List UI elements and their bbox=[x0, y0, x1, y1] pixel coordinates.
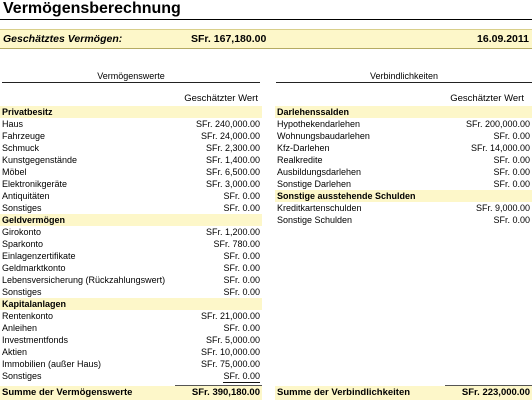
asset-item-amount[interactable]: SFr. 0.00 bbox=[223, 263, 260, 273]
asset-item-label: Haus bbox=[2, 119, 24, 129]
liability-item-row bbox=[275, 202, 532, 214]
liabilities-total-value[interactable]: SFr. 223,000.00 bbox=[461, 387, 530, 398]
asset-item-row bbox=[0, 274, 262, 286]
asset-item-row bbox=[0, 166, 262, 178]
net-worth-label: Geschätztes Vermögen: bbox=[3, 33, 123, 45]
asset-item-amount[interactable]: SFr. 6,500.00 bbox=[205, 167, 260, 177]
net-worth-value[interactable]: SFr. 167,180.00 bbox=[191, 33, 267, 45]
liability-category-label: Sonstige ausstehende Schulden bbox=[277, 191, 416, 201]
asset-item-label: Schmuck bbox=[2, 143, 40, 153]
liabilities-table bbox=[275, 106, 532, 226]
liability-item-amount[interactable]: SFr. 0.00 bbox=[493, 167, 530, 177]
asset-item-label: Kunstgegenstände bbox=[2, 155, 78, 165]
liability-item-amount[interactable]: SFr. 200,000.00 bbox=[465, 119, 530, 129]
asset-item-row bbox=[0, 238, 262, 250]
liability-item-row bbox=[275, 142, 532, 154]
asset-category-label: Geldvermögen bbox=[2, 215, 66, 225]
assets-total-row bbox=[0, 386, 262, 400]
liability-item-row bbox=[275, 118, 532, 130]
asset-item-row bbox=[0, 346, 262, 358]
liability-item-row bbox=[275, 154, 532, 166]
liability-item-label: Sonstige Schulden bbox=[277, 215, 353, 225]
liability-item-label: Ausbildungsdarlehen bbox=[277, 167, 362, 177]
asset-item-row bbox=[0, 118, 262, 130]
asset-item-amount[interactable]: SFr. 24,000.00 bbox=[200, 131, 260, 141]
asset-item-row bbox=[0, 142, 262, 154]
assets-total-value[interactable]: SFr. 390,180.00 bbox=[191, 387, 260, 398]
asset-item-amount[interactable]: SFr. 3,000.00 bbox=[205, 179, 260, 189]
liability-item-amount[interactable]: SFr. 9,000.00 bbox=[475, 203, 530, 213]
asset-item-row bbox=[0, 334, 262, 346]
asset-item-amount[interactable]: SFr. 10,000.00 bbox=[200, 347, 260, 357]
asset-item-row bbox=[0, 358, 262, 370]
asset-item-row bbox=[0, 310, 262, 322]
asset-item-label: Girokonto bbox=[2, 227, 42, 237]
asset-item-amount[interactable]: SFr. 0.00 bbox=[223, 323, 260, 333]
asset-item-label: Aktien bbox=[2, 347, 28, 357]
asset-item-row bbox=[0, 322, 262, 334]
asset-category-label: Kapitalanlagen bbox=[2, 299, 67, 309]
asset-category-label: Privatbesitz bbox=[2, 107, 53, 117]
liability-item-label: Sonstige Darlehen bbox=[277, 179, 352, 189]
asset-item-label: Investmentfonds bbox=[2, 335, 69, 345]
asset-item-amount[interactable]: SFr. 0.00 bbox=[223, 275, 260, 285]
asset-category-row bbox=[0, 298, 262, 310]
asset-item-label: Rentenkonto bbox=[2, 311, 54, 321]
asset-item-row bbox=[0, 262, 262, 274]
liabilities-heading: Verbindlichkeiten bbox=[276, 70, 532, 83]
liability-item-label: Realkredite bbox=[277, 155, 323, 165]
liability-item-label: Kfz-Darlehen bbox=[277, 143, 330, 153]
assets-column-header: Geschätzter Wert bbox=[184, 93, 258, 104]
asset-item-amount[interactable]: SFr. 0.00 bbox=[223, 371, 260, 381]
liabilities-total-label: Summe der Verbindlichkeiten bbox=[277, 387, 411, 398]
liability-item-amount[interactable]: SFr. 14,000.00 bbox=[470, 143, 530, 153]
asset-item-label: Elektronikgeräte bbox=[2, 179, 68, 189]
asset-item-row bbox=[0, 250, 262, 262]
asset-item-label: Sonstiges bbox=[2, 287, 42, 297]
asset-item-amount[interactable]: SFr. 21,000.00 bbox=[200, 311, 260, 321]
asset-item-label: Lebensversicherung (Rückzahlungswert) bbox=[2, 275, 166, 285]
asset-item-label: Sparkonto bbox=[2, 239, 44, 249]
asset-item-label: Sonstiges bbox=[2, 203, 42, 213]
asset-item-label: Geldmarktkonto bbox=[2, 263, 66, 273]
asset-item-row bbox=[0, 154, 262, 166]
liability-item-label: Wohnungsbaudarlehen bbox=[277, 131, 370, 141]
asset-item-label: Sonstiges bbox=[2, 371, 42, 381]
liability-item-amount[interactable]: SFr. 0.00 bbox=[493, 131, 530, 141]
liability-category-label: Darlehenssalden bbox=[277, 107, 350, 117]
asset-item-amount[interactable]: SFr. 0.00 bbox=[223, 191, 260, 201]
asset-item-label: Immobilien (außer Haus) bbox=[2, 359, 102, 369]
asset-item-label: Fahrzeuge bbox=[2, 131, 46, 141]
liability-item-row bbox=[275, 166, 532, 178]
asset-item-amount[interactable]: SFr. 780.00 bbox=[213, 239, 260, 249]
asset-item-amount[interactable]: SFr. 0.00 bbox=[223, 251, 260, 261]
liability-item-amount[interactable]: SFr. 0.00 bbox=[493, 179, 530, 189]
liability-item-row bbox=[275, 178, 532, 190]
asset-item-amount[interactable]: SFr. 0.00 bbox=[223, 287, 260, 297]
asset-item-row bbox=[0, 130, 262, 142]
asset-item-amount[interactable]: SFr. 1,400.00 bbox=[205, 155, 260, 165]
asset-item-row bbox=[0, 370, 262, 382]
summary-date[interactable]: 16.09.2011 bbox=[477, 33, 529, 45]
asset-category-row bbox=[0, 214, 262, 226]
assets-table bbox=[0, 106, 262, 382]
assets-total-label: Summe der Vermögenswerte bbox=[2, 387, 133, 398]
asset-item-label: Antiquitäten bbox=[2, 191, 50, 201]
liability-item-row bbox=[275, 130, 532, 142]
asset-item-row bbox=[0, 286, 262, 298]
asset-item-row bbox=[0, 178, 262, 190]
asset-item-amount[interactable]: SFr. 75,000.00 bbox=[200, 359, 260, 369]
liability-item-amount[interactable]: SFr. 0.00 bbox=[493, 155, 530, 165]
asset-item-amount[interactable]: SFr. 0.00 bbox=[223, 203, 260, 213]
liability-category-row bbox=[275, 106, 532, 118]
asset-item-amount[interactable]: SFr. 240,000.00 bbox=[195, 119, 260, 129]
asset-item-row bbox=[0, 226, 262, 238]
liabilities-total-row bbox=[275, 386, 532, 400]
liability-item-label: Kreditkartenschulden bbox=[277, 203, 362, 213]
asset-item-row bbox=[0, 190, 262, 202]
liability-category-row bbox=[275, 190, 532, 202]
asset-item-amount[interactable]: SFr. 1,200.00 bbox=[205, 227, 260, 237]
asset-item-amount[interactable]: SFr. 5,000.00 bbox=[205, 335, 260, 345]
liabilities-column-header: Geschätzter Wert bbox=[450, 93, 524, 104]
asset-item-label: Möbel bbox=[2, 167, 27, 177]
asset-item-row bbox=[0, 202, 262, 214]
title-divider bbox=[0, 19, 532, 20]
asset-category-row bbox=[0, 106, 262, 118]
liability-item-amount[interactable]: SFr. 0.00 bbox=[493, 215, 530, 225]
liability-item-row bbox=[275, 214, 532, 226]
asset-item-label: Einlagenzertifikate bbox=[2, 251, 76, 261]
net-worth-summary bbox=[0, 29, 532, 49]
liability-item-label: Hypothekendarlehen bbox=[277, 119, 361, 129]
asset-item-amount[interactable]: SFr. 2,300.00 bbox=[205, 143, 260, 153]
page-title: Vermögensberechnung bbox=[3, 0, 181, 17]
asset-item-label: Anleihen bbox=[2, 323, 38, 333]
assets-heading: Vermögenswerte bbox=[2, 70, 260, 83]
